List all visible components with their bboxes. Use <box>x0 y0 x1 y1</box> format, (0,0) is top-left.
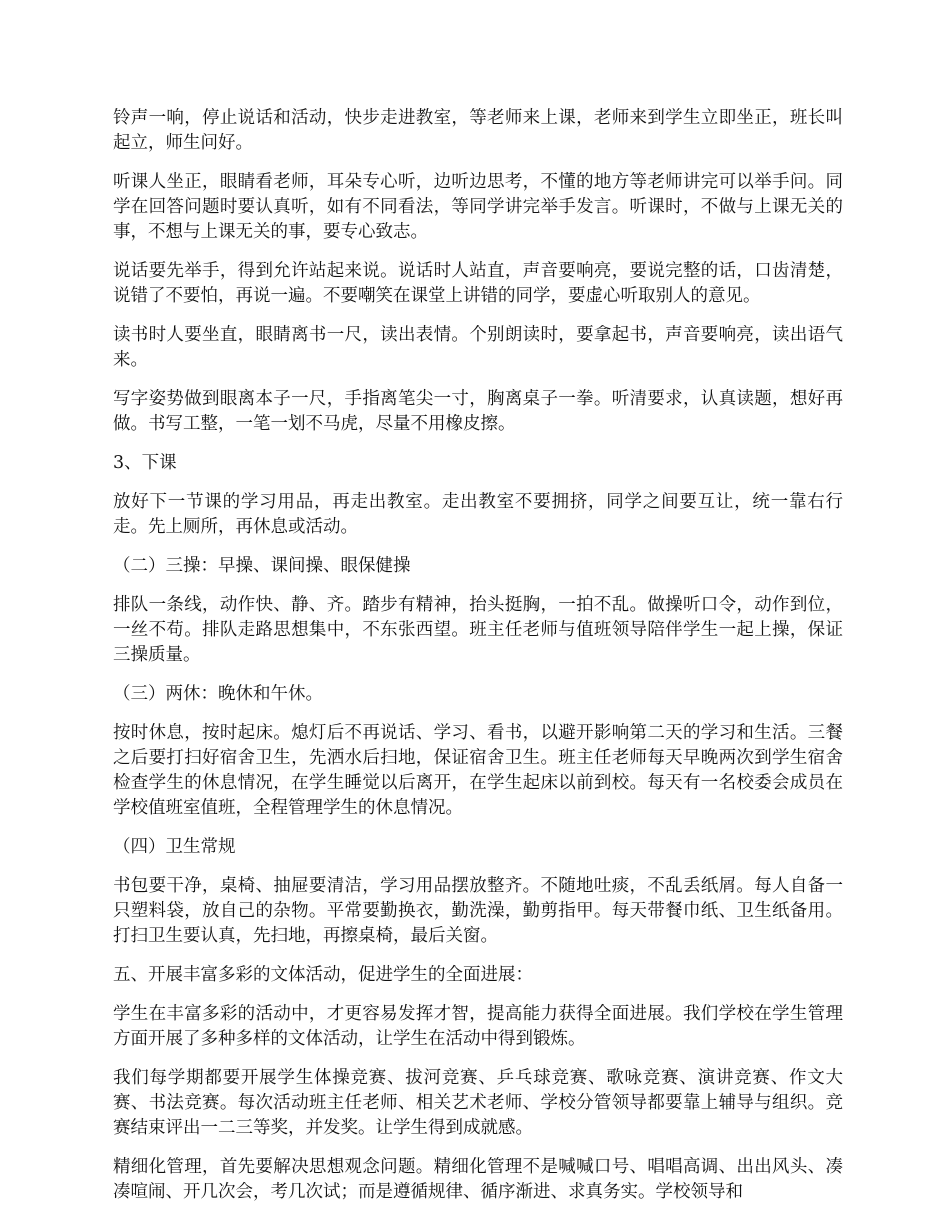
paragraph-hygiene: 书包要干净，桌椅、抽屉要清洁，学习用品摆放整齐。不随地吐痰，不乱丢纸屑。每人自备一只塑料袋，放自己的杂物。平常要勤换衣，勤洗澡，勤剪指甲。每天带餐巾纸、卫生纸备用。打扫卫生要认真，先扫地，再擦桌椅，最后关窗。 <box>113 876 843 946</box>
paragraph-listening: 听课人坐正，眼睛看老师，耳朵专心听，边听边思考，不懂的地方等老师讲完可以举手问。同学在回答问题时要认真听，如有不同看法，等同学讲完举手发言。听课时，不做与上课无关的事，不想与上课无关的事，要专心致志。 <box>113 172 843 242</box>
paragraph-fine-management: 精细化管理，首先要解决思想观念问题。精细化管理不是喊喊口号、唱唱高调、出出风头、凑凑喧闹、开几次会，考几次试；而是遵循规律、循序渐进、求真务实。学校领导和 <box>113 1157 843 1202</box>
paragraph-after-class: 放好下一节课的学习用品，再走出教室。走出教室不要拥挤，同学之间要互让，统一靠右行走。先上厕所，再休息或活动。 <box>113 492 843 537</box>
paragraph-speaking: 说话要先举手，得到允许站起来说。说话时人站直，声音要响亮，要说完整的话，口齿清楚，说错了不要怕，再说一遍。不要嘲笑在课堂上讲错的同学，要虚心听取别人的意见。 <box>113 261 843 306</box>
paragraph-writing: 写字姿势做到眼离本子一尺，手指离笔尖一寸，胸离桌子一拳。听清要求，认真读题，想好再做。书写工整，一笔一划不马虎，尽量不用橡皮擦。 <box>113 389 843 434</box>
document-page <box>113 106 843 1219</box>
paragraph-rest: 按时休息，按时起床。熄灯后不再说话、学习、看书，以避开影响第二天的学习和生活。三餐之后要打扫好宿舍卫生，先洒水后扫地，保证宿舍卫生。班主任老师每天早晚两次到学生宿舍检查学生的休息情况，在学生睡觉以后离开，在学生起床以前到校。每天有一名校委会成员在学校值班室值班，全程管理学生的休息情况。 <box>113 723 843 818</box>
heading-three-exercises: （二）三操：早操、课间操、眼保健操 <box>113 556 411 576</box>
heading-hygiene: （四）卫生常规 <box>113 837 236 857</box>
paragraph-activities-intro: 学生在丰富多彩的活动中，才更容易发挥才智，提高能力获得全面进展。我们学校在学生管理方面开展了多种多样的文体活动，让学生在活动中得到锻炼。 <box>113 1004 843 1049</box>
paragraph-competitions: 我们每学期都要开展学生体操竞赛、拔河竞赛、乒乓球竞赛、歌咏竞赛、演讲竞赛、作文大赛、书法竞赛。每次活动班主任老师、相关艺术老师、学校分管领导都要靠上辅导与组织。竞赛结束评出一二三等奖，并发奖。让学生得到成就感。 <box>113 1068 843 1138</box>
heading-after-class: 3、下课 <box>113 453 177 473</box>
paragraph-class-start: 铃声一响，停止说话和活动，快步走进教室，等老师来上课，老师来到学生立即坐正，班长叫起立，师生问好。 <box>113 108 843 153</box>
paragraph-reading: 读书时人要坐直，眼睛离书一尺，读出表情。个别朗读时，要拿起书，声音要响亮，读出语气来。 <box>113 325 843 370</box>
heading-two-rests: （三）两休：晚休和午休。 <box>113 684 323 704</box>
paragraph-exercises: 排队一条线，动作快、静、齐。踏步有精神，抬头挺胸，一拍不乱。做操听口令，动作到位，一丝不苟。排队走路思想集中，不东张西望。班主任老师与值班领导陪伴学生一起上操，保证三操质量。 <box>113 595 843 665</box>
heading-activities: 五、开展丰富多彩的文体活动，促进学生的全面进展： <box>113 965 533 985</box>
